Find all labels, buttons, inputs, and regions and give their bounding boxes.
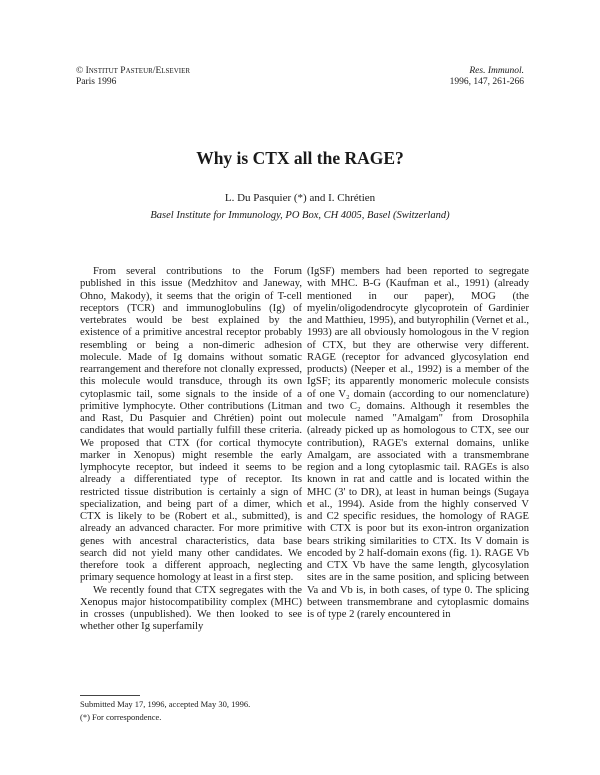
correspondence-note: (*) For correspondence. [80, 712, 162, 722]
article-title: Why is CTX all the RAGE? [196, 148, 404, 168]
body-column-left [80, 266, 302, 634]
article-affiliation: Basel Institute for Immunology, PO Box, CH 4005, Basel (Switzerland) [150, 210, 450, 221]
paragraph: From several contributions to the Forum published in this issue (Medzhitov and Janeway, Ohno, Makody), it seems that the origin of T-cell receptors (TCR) and immunoglobulins (Ig) of vertebrates would be best explained by the existence of a primitive ancestral receptor probably resembling or being a non-dimeric adhesion molecule. Made of Ig domains without somatic rearrangement and therefore not clonally expressed, this molecule would transduce, through its own cytoplasmic tail, some signals to the inside of a primitive lymphocyte. Other contributions (Litman and Rast, Du Pasquier and Chrétien) point out candidates that would partially fulfill these criteria. We proposed that CTX (for cortical thymocyte marker in Xenopus) might resemble the early lymphocyte receptor, but indeed it seems to be already a differentiated type of receptor. Its restricted tissue distribution is certainly a sign of specialization, and being part of a dimer, which CTX is likely to be (Robert et al., submitted), is already an advanced character. For more primitive genes with ancestral characteristics, data base search did not yield many other candidates. We therefore took a different approach, neglecting primary sequence homology at least in a first step. [80, 266, 302, 584]
running-header-right [450, 66, 524, 88]
journal-name: Res. Immunol. [469, 66, 524, 76]
paragraph: (IgSF) members had been reported to segregate with MHC. B-G (Kaufman et al., 1991) (already mentioned in our paper), MOG (the myelin/oligodendrocyte glycoprotein of Gardinier and Matthieu, 1995), and butyrophilin (Vernet et al., 1993) are all obviously homologous in the V region of CTX, but they are otherwise very different. RAGE (receptor for advanced glycosylation end products) (Neeper et al., 1992) is a member of the IgSF; its apparently monomeric molecule consists of one V₂ domain (according to our nomenclature) and two C₂ domains. Although it resembles the molecule named "Amalgam" from Drosophila (already picked up as homologous to CTX, see our contribution), RAGE's external domains, unlike Amalgam, are associated with a transmembrane region and a long cytoplasmic tail. RAGEs is also known in rat and cattle and is located within the MHC (3' to DR), at least in human beings (Sugaya et al., 1994). Aside from the highly conserved V and C2 specific residues, the homology of RAGE with CTX is poor but its exon-intron organization bears striking similarities to CTX. Its V domain is encoded by 2 half-domain exons (fig. 1). RAGE Vb and CTX Vb have the same length, glycosylation sites are in the same position, and splicing between Va and Vb is, in both cases, of type 0. The splicing between transmembrane and cytoplasmic domains is of type 2 (rarely encountered in [307, 266, 529, 620]
body-column-right [307, 266, 529, 621]
city-year-line: Paris 1996 [76, 77, 117, 87]
submission-note: Submitted May 17, 1996, accepted May 30, 1996. [80, 699, 251, 709]
footnote-rule [80, 695, 140, 696]
publisher-line: © Institut Pasteur/Elsevier [76, 66, 191, 76]
paragraph: We recently found that CTX segregates with the Xenopus major histocompatibility complex (MHC) in crosses (unpublished). We then looked to see whether other Ig superfamily [80, 584, 302, 633]
article-authors: L. Du Pasquier (*) and I. Chrétien [224, 192, 376, 204]
volume-pages: 1996, 147, 261-266 [449, 77, 524, 87]
running-header-left [76, 66, 190, 88]
footnotes [80, 695, 250, 724]
